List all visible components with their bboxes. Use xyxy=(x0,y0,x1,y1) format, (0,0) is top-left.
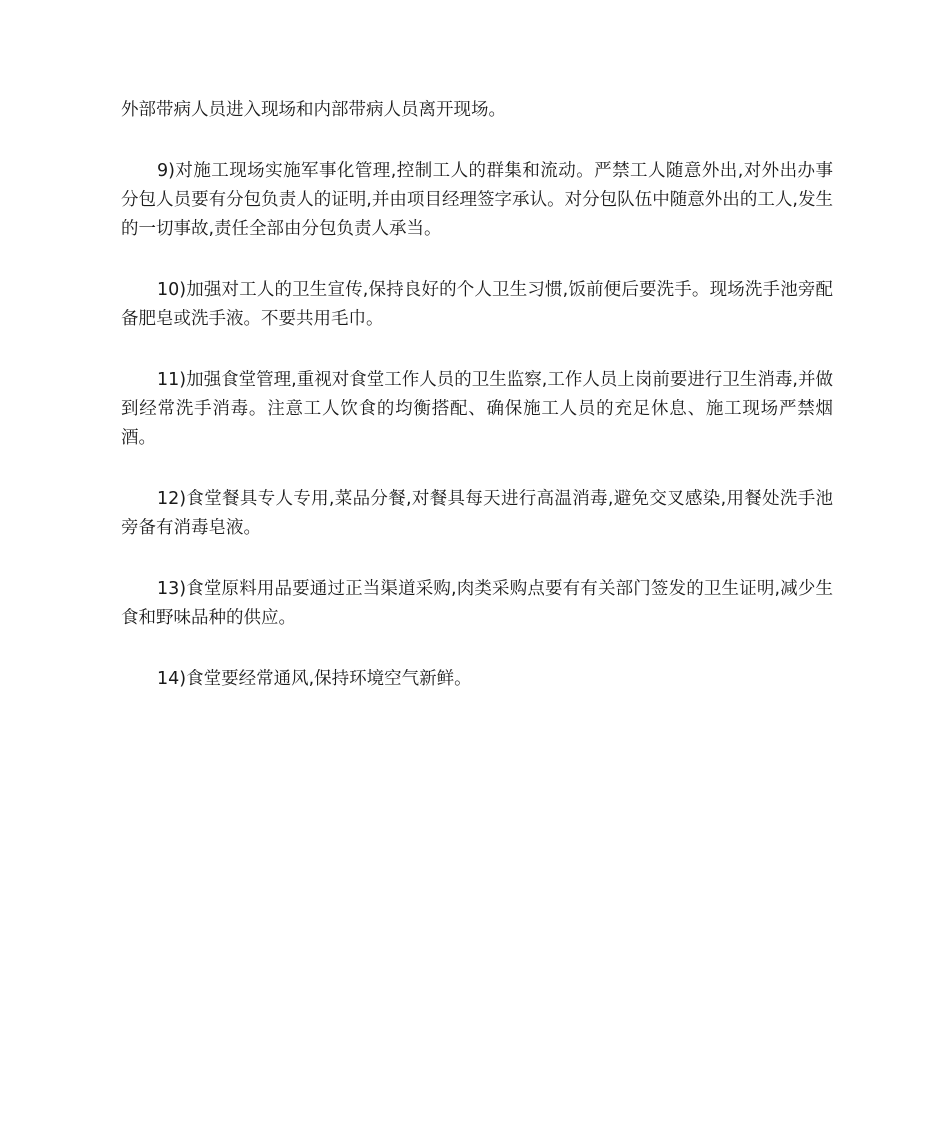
paragraph-item-11: 11)加强食堂管理,重视对食堂工作人员的卫生监察,工作人员上岗前要进行卫生消毒,并做到经常洗手消毒。注意工人饮食的均衡搭配、确保施工人员的充足休息、施工现场严禁烟酒。 xyxy=(121,370,833,448)
paragraph-item-9: 9)对施工现场实施军事化管理,控制工人的群集和流动。严禁工人随意外出,对外出办事分包人员要有分包负责人的证明,并由项目经理签字承认。对分包队伍中随意外出的工人,发生的一切事故,责任全部由分包负责人承当。 xyxy=(121,161,833,239)
paragraph-item-10: 10)加强对工人的卫生宣传,保持良好的个人卫生习惯,饭前便后要洗手。现场洗手池旁配备肥皂或洗手液。不要共用毛巾。 xyxy=(121,280,833,329)
paragraph-item-12: 12)食堂餐具专人专用,菜品分餐,对餐具每天进行高温消毒,避免交叉感染,用餐处洗手池旁备有消毒皂液。 xyxy=(121,489,834,538)
document-page xyxy=(121,96,833,726)
paragraph-item-14: 14)食堂要经常通风,保持环境空气新鲜。 xyxy=(157,669,472,689)
paragraph-item-13: 13)食堂原料用品要通过正当渠道采购,肉类采购点要有有关部门签发的卫生证明,减少生食和野味品种的供应。 xyxy=(121,579,833,628)
paragraph-continuation: 外部带病人员进入现场和内部带病人员离开现场。 xyxy=(121,100,506,120)
